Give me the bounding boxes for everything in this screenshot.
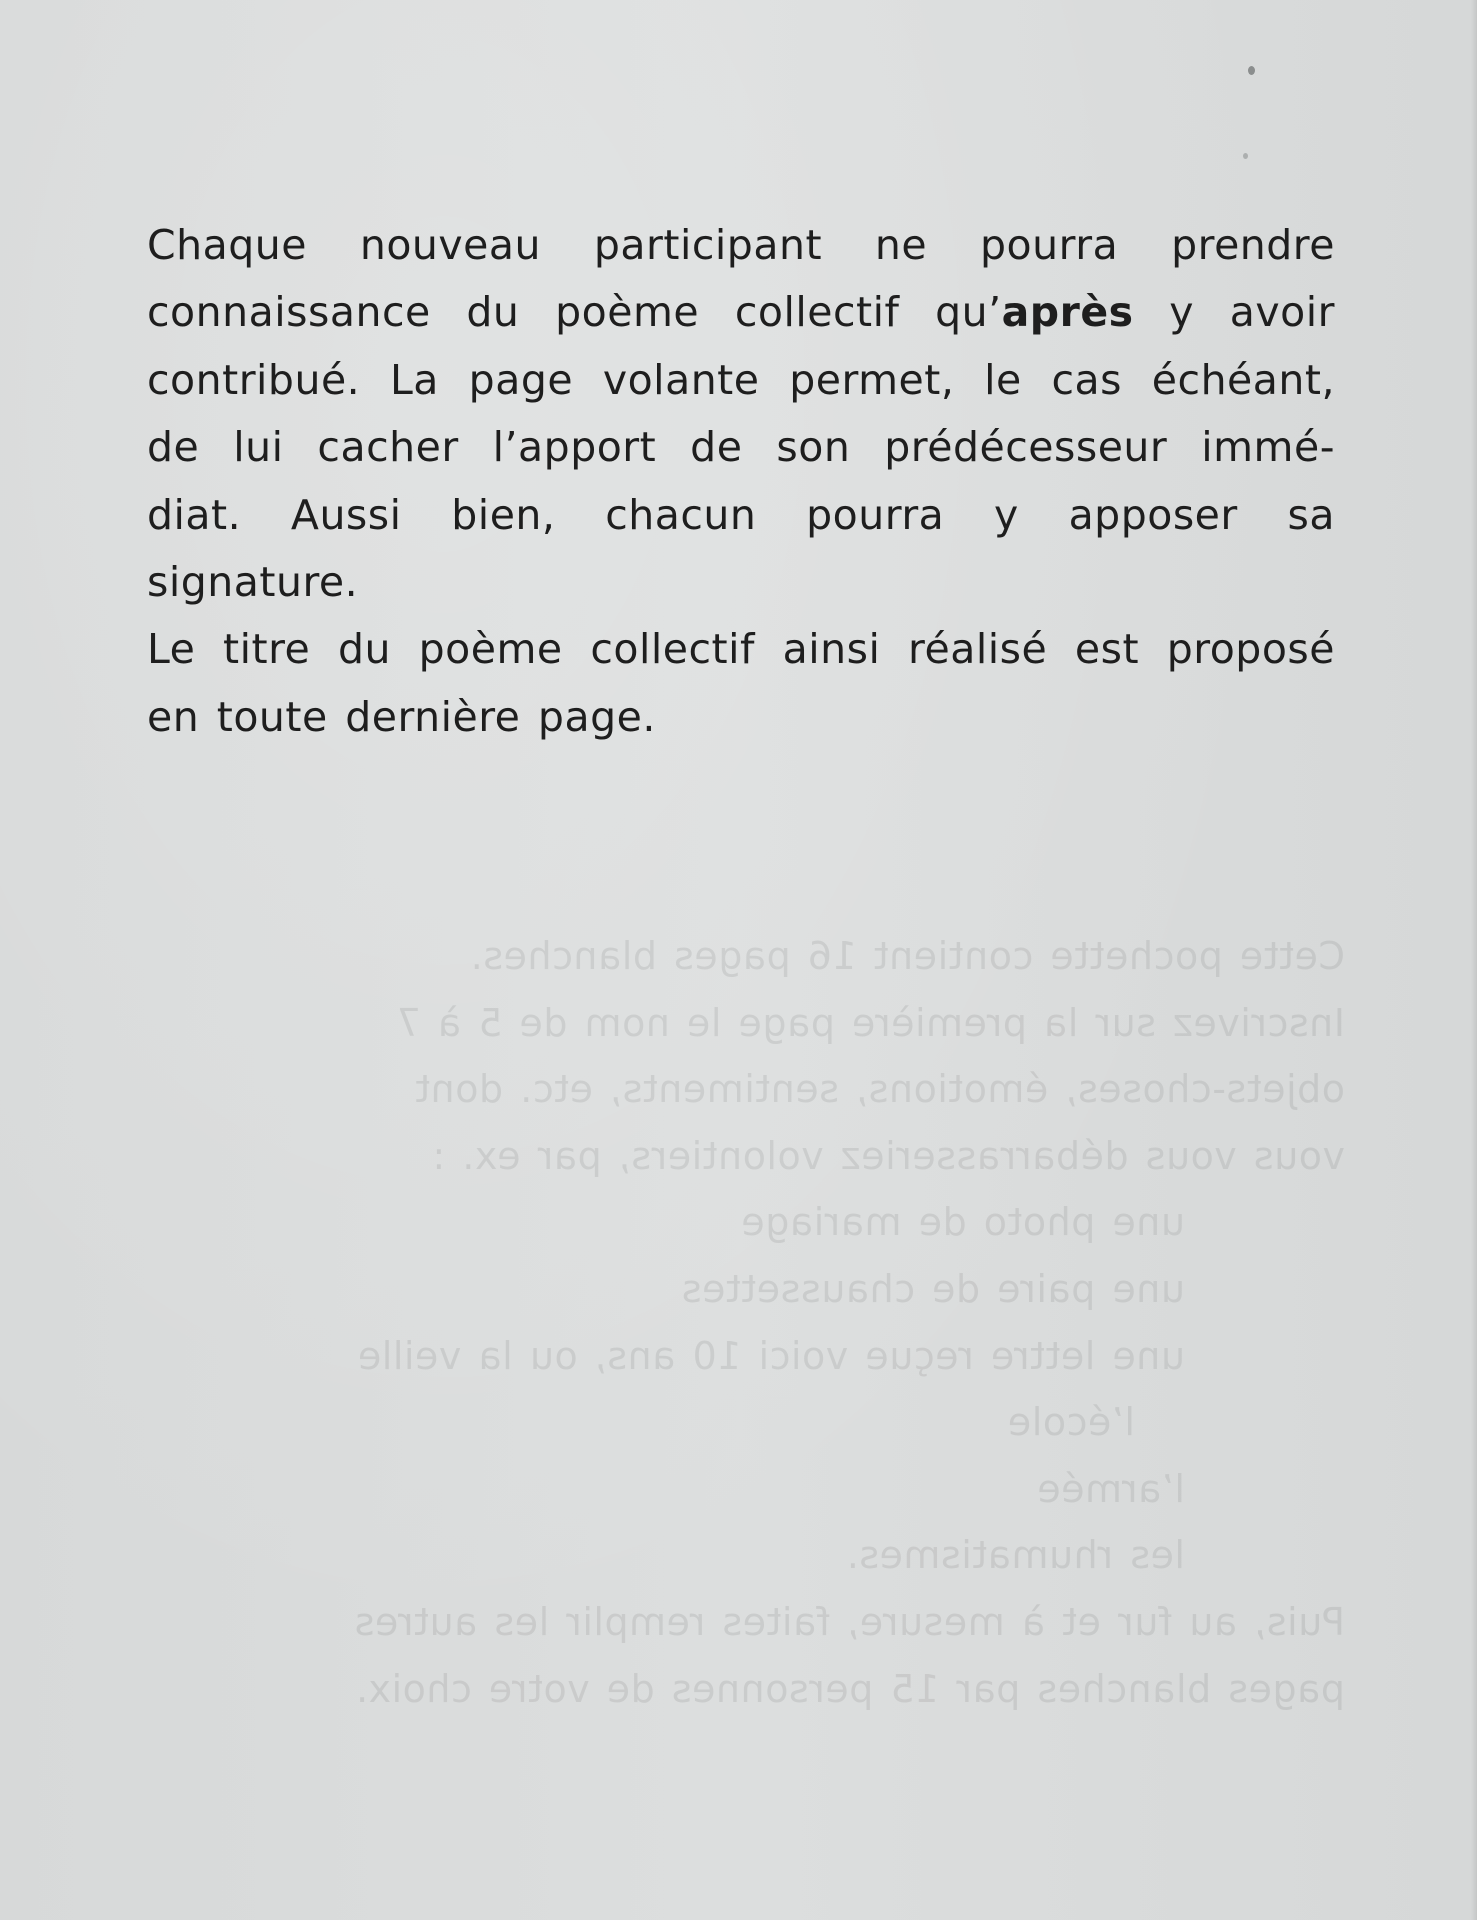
instruction-text xyxy=(147,212,1335,751)
bleed-line: Puis, au fur et à mesure, faites remplir les autres xyxy=(354,1599,1345,1644)
bleed-list-item: une photo de mariage xyxy=(740,1200,1185,1245)
text-line: Chaque nouveau participant ne pourra prendre xyxy=(147,221,1335,269)
bleed-line: objets-choses, émotions, sentiments, etc. dont xyxy=(414,1067,1345,1112)
bleed-line: pages blanches par 15 personnes de votre choix. xyxy=(355,1666,1345,1711)
bleed-list-item: une lettre reçue voici 10 ans, ou la veille xyxy=(357,1333,1185,1378)
paper-speck xyxy=(1243,153,1248,159)
paper-speck xyxy=(1248,66,1255,75)
bleed-line: Cette pochette contient 16 pages blanches. xyxy=(470,934,1345,978)
text-segment: y avoir xyxy=(1133,288,1335,337)
bleed-list-item: une paire de chaussettes xyxy=(681,1266,1185,1311)
emphasis-word: après xyxy=(1001,288,1134,337)
bleed-line: vous vous débarrasseriez volontiers, par ex. : xyxy=(431,1133,1345,1178)
text-segment: connaissance du poème collectif qu’ xyxy=(147,288,1002,337)
text-line: contribué. La page volante permet, le cas échéant, xyxy=(147,355,1335,404)
page-edge-shadow xyxy=(1471,0,1477,1920)
text-line: Le titre du poème collectif ainsi réalisé est proposé xyxy=(147,625,1335,674)
text-line: diat. Aussi bien, chacun pourra y apposer sa xyxy=(147,490,1335,539)
text-line: en toute dernière page. xyxy=(147,692,656,741)
bleed-through-text xyxy=(150,923,1345,1722)
text-line: signature. xyxy=(147,558,359,607)
bleed-list-item: l’armée xyxy=(1036,1466,1185,1511)
bleed-line: Inscrivez sur la première page le nom de 5 à 7 xyxy=(396,1000,1345,1045)
text-line: de lui cacher l’apport de son prédécesseur immé- xyxy=(147,423,1335,472)
text-line xyxy=(147,279,1335,346)
bleed-list-item: l’école xyxy=(1007,1400,1135,1445)
bleed-list-item: les rhumatismes. xyxy=(846,1533,1185,1578)
